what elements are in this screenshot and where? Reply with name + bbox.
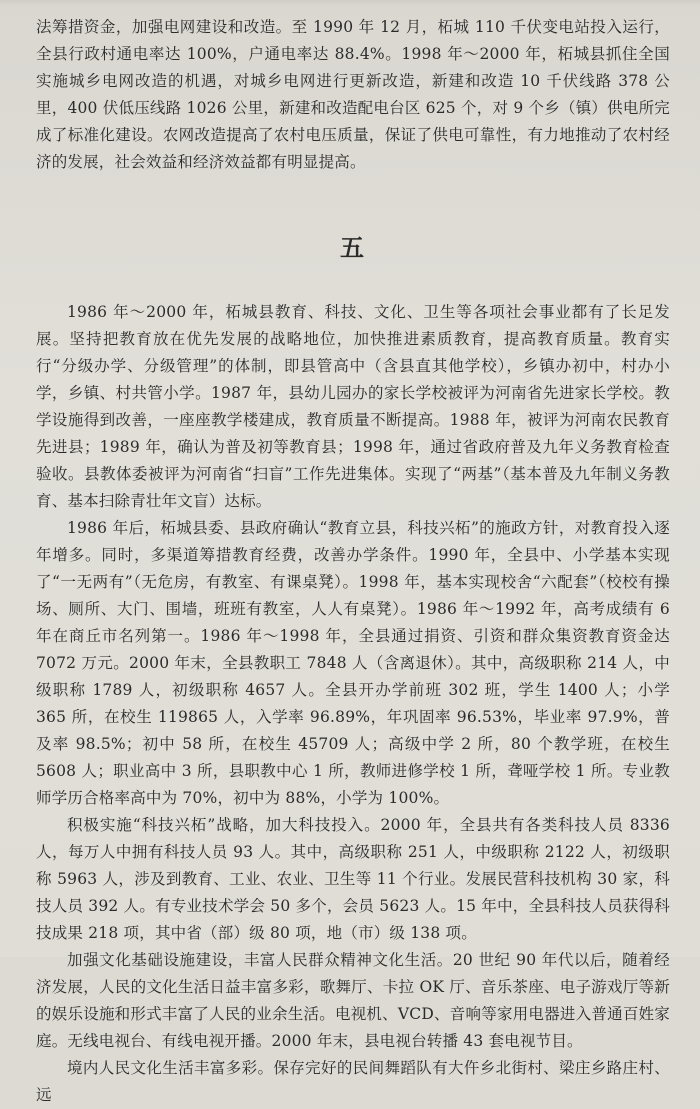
paragraph-education-investment: 1986 年后，柘城县委、县政府确认“教育立县，科技兴柘”的施政方针，对教育投入逐年增多。同时，多渠道筹措教育经费，改善办学条件。1990 年，全县中、小学基本实现了“一无两有”（无危房，有教室、有课桌凳）。1998 年，基本实现校舍“六配套”（校校有操场、厕所、大门、围墙，班班有教室，人人有桌凳）。1986 年～1992 年，高考成绩有 6 年在商丘市名列第一。1986 年～1998 年，全县通过捐资、引资和群众集资教育资金达 7072 万元。2000 年末，全县教职工 7848 人（含离退休）。其中，高级职称 214 人，中级职称 1789 人，初级职称 4657 人。全县开办学前班 302 班，学生 1400 人；小学 365 所，在校生 119865 人，入学率 96.89%，年巩固率 96.53%，毕业率 97.9%，普及率 98.5%；初中 58 所，在校生 45709 人；高级中学 2 所，80 个教学班，在校生 5608 人；职业高中 3 所，县职教中心 1 所，教师进修学校 1 所，聋哑学校 1 所。专业教师学历合格率高中为 70%，初中为 88%，小学为 100%。 <box>36 519 670 807</box>
paragraph-culture-facilities: 加强文化基础设施建设，丰富人民群众精神文化生活。20 世纪 90 年代以后，随着经济发展，人民的文化生活日益丰富多彩，歌舞厅、卡拉 OK 厅、音乐茶座、电子游戏厅等新的娱乐设施和形式丰富了人民的业余生活。电视机、VCD、音响等家用电器进入普通百姓家庭。无线电视台、有线电视开播。2000 年末，县电视台转播 43 套电视节目。 <box>36 951 670 1050</box>
section-heading: 五 <box>340 233 366 262</box>
opening-paragraph: 法筹措资金，加强电网建设和改造。至 1990 年 12 月，柘城 110 千伏变电站投入运行，全县行政村通电率达 100%，户通电率达 88.4%。1998 年～2000 年，柘城县抓住全国实施城乡电网改造的机遇，对城乡电网进行更新改造，新建和改造 10 千伏线路 378 公里，400 伏低压线路 1026 公里，新建和改造配电台区 625 个，对 9 个乡（镇）供电所完成了标准化建设。农网改造提高了农村电压质量，保证了供电可靠性，有力地推动了农村经济的发展，社会效益和经济效益都有明显提高。 <box>36 18 670 171</box>
paragraph-education-overview: 1986 年～2000 年，柘城县教育、科技、文化、卫生等各项社会事业都有了长足发展。坚持把教育放在优先发展的战略地位，加快推进素质教育，提高教育质量。教育实行“分级办学、分级管理”的体制，即县管高中（含县直其他学校），乡镇办初中，村办小学，乡镇、村共管小学。1987 年，县幼儿园办的家长学校被评为河南省先进家长学校。教学设施得到改善，一座座教学楼建成，教育质量不断提高。1988 年，被评为河南农民教育先进县；1989 年，确认为普及初等教育县；1998 年，通过省政府普及九年义务教育检查验收。县教体委被评为河南省“扫盲”工作先进集体。实现了“两基”（基本普及九年制义务教育、基本扫除青壮年文盲）达标。 <box>36 303 670 510</box>
paragraph-folk-culture: 境内人民文化生活丰富多彩。保存完好的民间舞蹈队有大仵乡北街村、梁庄乡路庄村、远 <box>36 1059 670 1104</box>
page-top-shadow <box>0 0 700 6</box>
paragraph-science-technology: 积极实施“科技兴柘”战略，加大科技投入。2000 年，全县共有各类科技人员 8336 人，每万人中拥有科技人员 93 人。其中，高级职称 251 人，中级职称 2122 人，初级职称 5963 人，涉及到教育、工业、农业、卫生等 11 个行业。发展民营科技机构 30 家，科技人员 392 人。有专业技术学会 50 多个，会员 5623 人。15 年中，全县科技人员获得科技成果 218 项，其中省（部）级 80 项，地（市）级 138 项。 <box>36 816 670 942</box>
